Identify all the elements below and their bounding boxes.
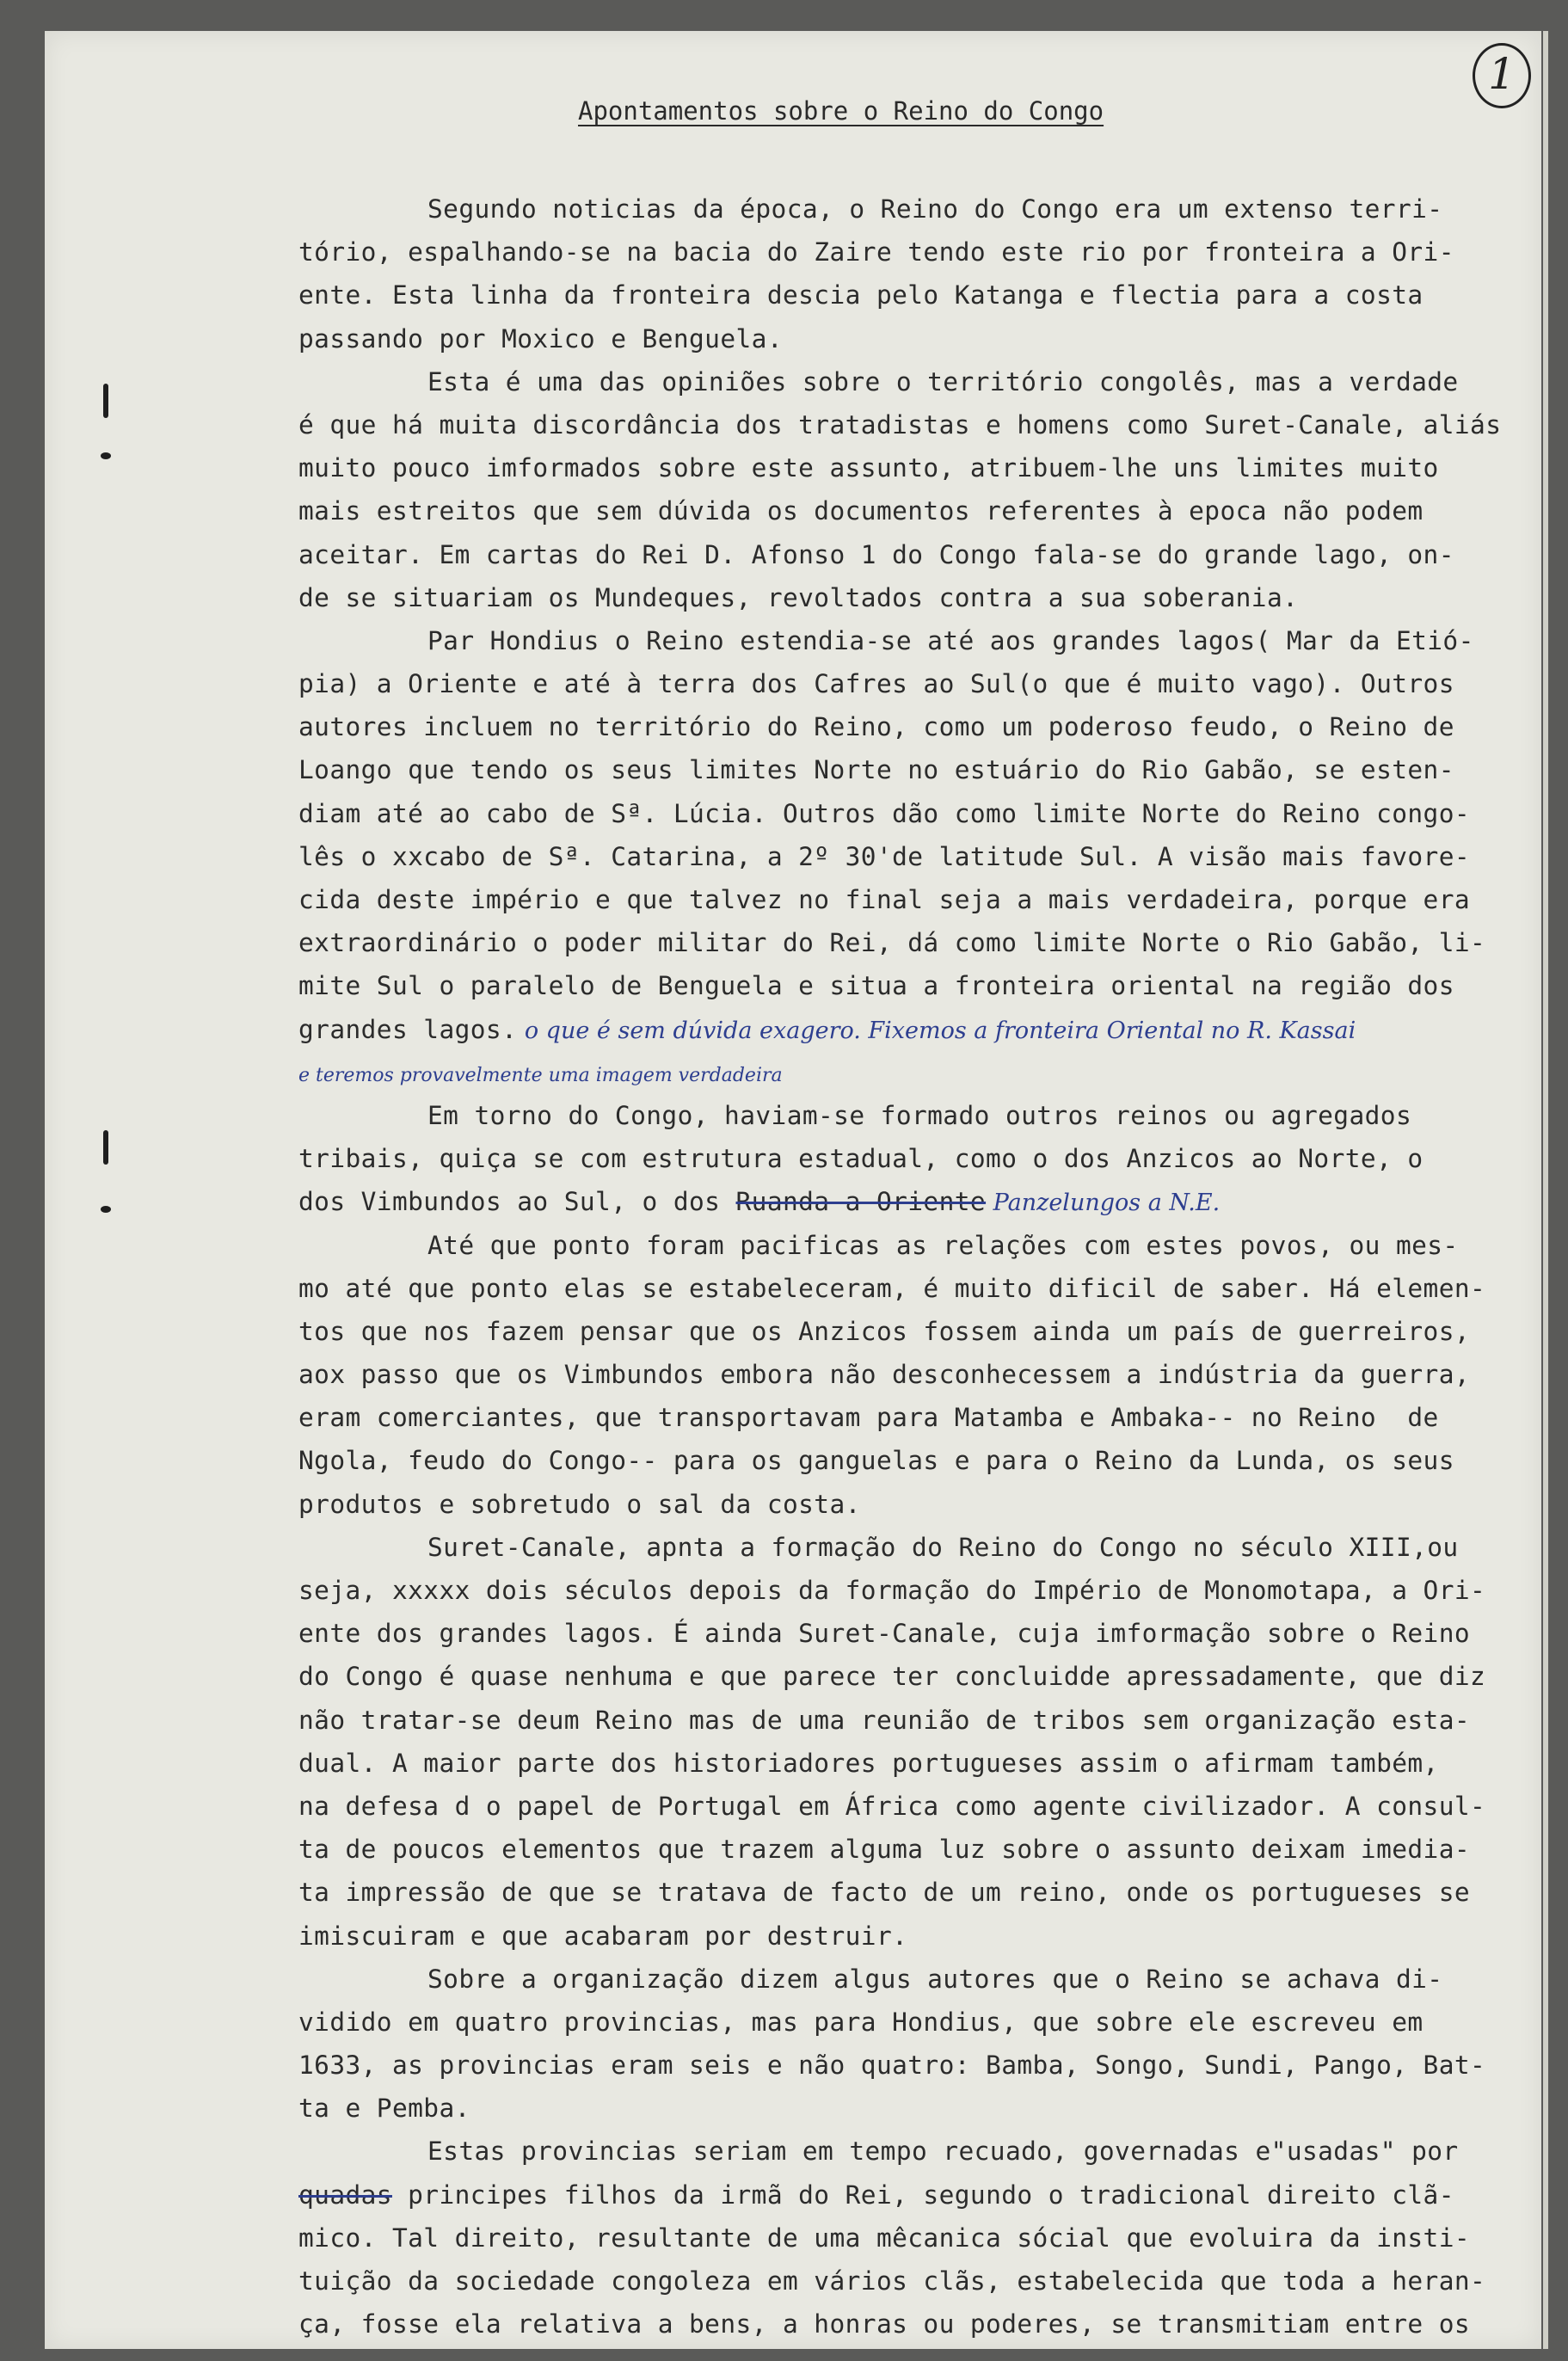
typed-text: pia) a Oriente e até à terra dos Cafres ao Sul(o que é muito vago). Outros [298, 669, 1454, 699]
text-line [298, 188, 1537, 231]
typed-text: eram comerciantes, que transportavam para Matamba e Ambaka-- no Reino de [298, 1403, 1439, 1433]
typed-text: Estas provincias seriam em tempo recuado, governadas e"usadas" por [427, 2137, 1459, 2167]
typed-text: seja, xxxxx dois séculos depois da formação do Império de Monomotapa, a Ori- [298, 1576, 1486, 1605]
typed-text: autores incluem no território do Reino, como um poderoso feudo, o Reino de [298, 712, 1454, 742]
typed-text: Par Hondius o Reino estendia-se até aos grandes lagos( Mar da Etió- [427, 625, 1474, 655]
text-line [298, 1439, 1537, 1482]
struck-text: quadas [298, 2180, 392, 2210]
typed-text: aceitar. Em cartas do Rei D. Afonso 1 do Congo fala-se do grande lago, on- [298, 539, 1454, 569]
text-line [298, 1612, 1537, 1655]
typed-text: grandes lagos. [298, 1014, 518, 1044]
typed-text: tuição da sociedade congoleza em vários clãs, estabelecida que toda a heran- [298, 2266, 1486, 2296]
binding-hole-top [101, 452, 111, 459]
typed-text: produtos e sobretudo o sal da costa. [298, 1489, 861, 1519]
typed-text: de se situariam os Mundeques, revoltados contra a sua soberania. [298, 582, 1299, 612]
typed-text: Esta é uma das opiniões sobre o território congolês, mas a verdade [427, 366, 1459, 397]
text-line [298, 1353, 1537, 1396]
page-edge [1543, 31, 1548, 2349]
typed-text: dual. A maior parte dos historiadores portugueses assim o afirmam também, [298, 1748, 1439, 1778]
typed-text: ça, fosse ela relativa a bens, a honras ou poderes, se transmitiam entre os [298, 2309, 1471, 2339]
typed-text: passando por Moxico e Benguela. [298, 323, 783, 354]
typed-text: é que há muita discordância dos tratadistas e homens como Suret-Canale, aliás [298, 409, 1502, 440]
binding-mark-bottom [103, 1130, 108, 1165]
handwritten-annotation: Panzelungos a N.E. [986, 1190, 1221, 1217]
text-line [298, 489, 1537, 532]
typed-text: Segundo noticias da época, o Reino do Congo era um extenso terri- [427, 194, 1443, 224]
typed-text: mais estreitos que sem dúvida os documentos referentes à epoca não podem [298, 496, 1423, 526]
typed-text: Loango que tendo os seus limites Norte no estuário do Rio Gabão, se esten- [298, 755, 1454, 785]
text-line [298, 878, 1537, 921]
typed-text: ta e Pemba. [298, 2094, 470, 2124]
text-line [298, 662, 1537, 705]
typed-text: do Congo é quase nenhuma e que parece ter concluidde apressadamente, que diz [298, 1662, 1486, 1692]
text-line [298, 748, 1537, 791]
typed-text: na defesa d o papel de Portugal em África como agente civilizador. A consul- [298, 1791, 1486, 1821]
text-line [298, 2303, 1537, 2346]
text-line [298, 1742, 1537, 1785]
struck-text: Ruanda a Oriente [735, 1187, 987, 1217]
text-line [298, 446, 1537, 489]
typed-text: cida deste império e que talvez no final seja a mais verdadeira, porque era [298, 885, 1471, 914]
typed-text: ta de poucos elementos que trazem alguma luz sobre o assunto deixam imedia- [298, 1835, 1471, 1865]
text-line [298, 533, 1537, 576]
text-line [298, 2217, 1537, 2260]
typed-text: Até que ponto foram pacificas as relações com estes povos, ou mes- [427, 1230, 1459, 1260]
typed-text-body [298, 188, 1537, 2346]
typed-text: ente dos grandes lagos. É ainda Suret-Canale, cuja imformação sobre o Reino [298, 1619, 1471, 1649]
text-line [298, 1958, 1537, 2001]
text-line [298, 1008, 1537, 1051]
typed-text: mico. Tal direito, resultante de uma mêcanica sócial que evoluira da insti- [298, 2223, 1471, 2253]
text-line [298, 705, 1537, 748]
text-line [298, 619, 1537, 662]
text-line [298, 1094, 1537, 1137]
text-line [298, 1569, 1537, 1612]
text-line [298, 835, 1537, 878]
typed-text: diam até ao cabo de Sª. Lúcia. Outros dão como limite Norte do Reino congo- [298, 798, 1471, 828]
text-line [298, 1785, 1537, 1828]
typed-text: tos que nos fazem pensar que os Anzicos fossem ainda um país de guerreiros, [298, 1316, 1471, 1346]
text-line [298, 964, 1537, 1007]
typed-text: principes filhos da irmã do Rei, segundo o tradicional direito clã- [391, 2180, 1454, 2210]
binding-mark-top [103, 384, 108, 418]
text-line [298, 1483, 1537, 1526]
text-line [298, 576, 1537, 619]
typed-text: ta impressão de que se tratava de facto de um reino, onde os portugueses se [298, 1878, 1471, 1908]
text-line [298, 921, 1537, 964]
binding-hole-bottom [101, 1206, 111, 1213]
text-line [298, 1655, 1537, 1698]
text-line [298, 317, 1537, 360]
text-line [298, 1828, 1537, 1871]
text-line [298, 1224, 1537, 1267]
text-line [298, 231, 1537, 274]
typed-text: vidido em quatro provincias, mas para Hondius, que sobre ele escreveu em [298, 2007, 1423, 2037]
text-line [298, 2001, 1537, 2044]
typed-text: mite Sul o paralelo de Benguela e situa a fronteira oriental na região dos [298, 971, 1454, 1001]
typed-text: extraordinário o poder militar do Rei, dá como limite Norte o Rio Gabão, li- [298, 928, 1486, 958]
typed-text: muito pouco imformados sobre este assunto, atribuem-lhe uns limites muito [298, 453, 1439, 483]
typed-text: tribais, quiça se com estrutura estadual, como o dos Anzicos ao Norte, o [298, 1144, 1423, 1174]
document-page [45, 31, 1541, 2349]
document-title: Apontamentos sobre o Reino do Congo [578, 96, 1104, 126]
typed-text: tório, espalhando-se na bacia do Zaire tendo este rio por fronteira a Ori- [298, 237, 1454, 267]
handwritten-annotation: e teremos provavelmente uma imagem verdadeira [298, 1064, 783, 1086]
text-line [298, 1871, 1537, 1914]
typed-text: imiscuiram e que acabaram por destruir. [298, 1921, 908, 1951]
text-line [298, 1267, 1537, 1310]
text-line [298, 2260, 1537, 2303]
typed-text: Sobre a organização dizem algus autores que o Reino se achava di- [427, 1964, 1443, 1994]
typed-text: dos Vimbundos ao Sul, o dos [298, 1187, 736, 1217]
text-line [298, 2087, 1537, 2130]
text-line [298, 1699, 1537, 1742]
typed-text: Suret-Canale, apnta a formação do Reino do Congo no século XIII,ou [427, 1532, 1459, 1562]
text-line [298, 792, 1537, 835]
typed-text: ente. Esta linha da fronteira descia pelo Katanga e flectia para a costa [298, 280, 1423, 310]
typed-text: aox passo que os Vimbundos embora não desconhecessem a indústria da guerra, [298, 1360, 1471, 1390]
typed-text: 1633, as provincias eram seis e não quatro: Bamba, Songo, Sundi, Pango, Bat- [298, 2051, 1486, 2081]
text-line [298, 2130, 1537, 2173]
typed-text: mo até que ponto elas se estabeleceram, é muito dificil de saber. Há elemen- [298, 1273, 1486, 1303]
text-line [298, 1051, 1537, 1094]
text-line [298, 1915, 1537, 1958]
text-line [298, 1180, 1537, 1223]
typed-text: lês o xxcabo de Sª. Catarina, a 2º 30'de latitude Sul. A visão mais favore- [298, 841, 1471, 871]
text-line [298, 360, 1537, 403]
typed-text: Ngola, feudo do Congo-- para os ganguelas e para o Reino da Lunda, os seus [298, 1446, 1454, 1476]
text-line [298, 1137, 1537, 1180]
text-line [298, 2044, 1537, 2087]
typed-text: Em torno do Congo, haviam-se formado outros reinos ou agregados [427, 1100, 1412, 1130]
text-line [298, 274, 1537, 317]
text-line [298, 2173, 1537, 2217]
page-number: 1 [1473, 43, 1531, 108]
text-line [298, 403, 1537, 446]
typed-text: não tratar-se deum Reino mas de uma reunião de tribos sem organização esta- [298, 1705, 1471, 1735]
text-line [298, 1526, 1537, 1569]
text-line [298, 1310, 1537, 1353]
text-line [298, 1396, 1537, 1439]
handwritten-annotation: o que é sem dúvida exagero. Fixemos a fronteira Oriental no R. Kassai [517, 1017, 1356, 1044]
